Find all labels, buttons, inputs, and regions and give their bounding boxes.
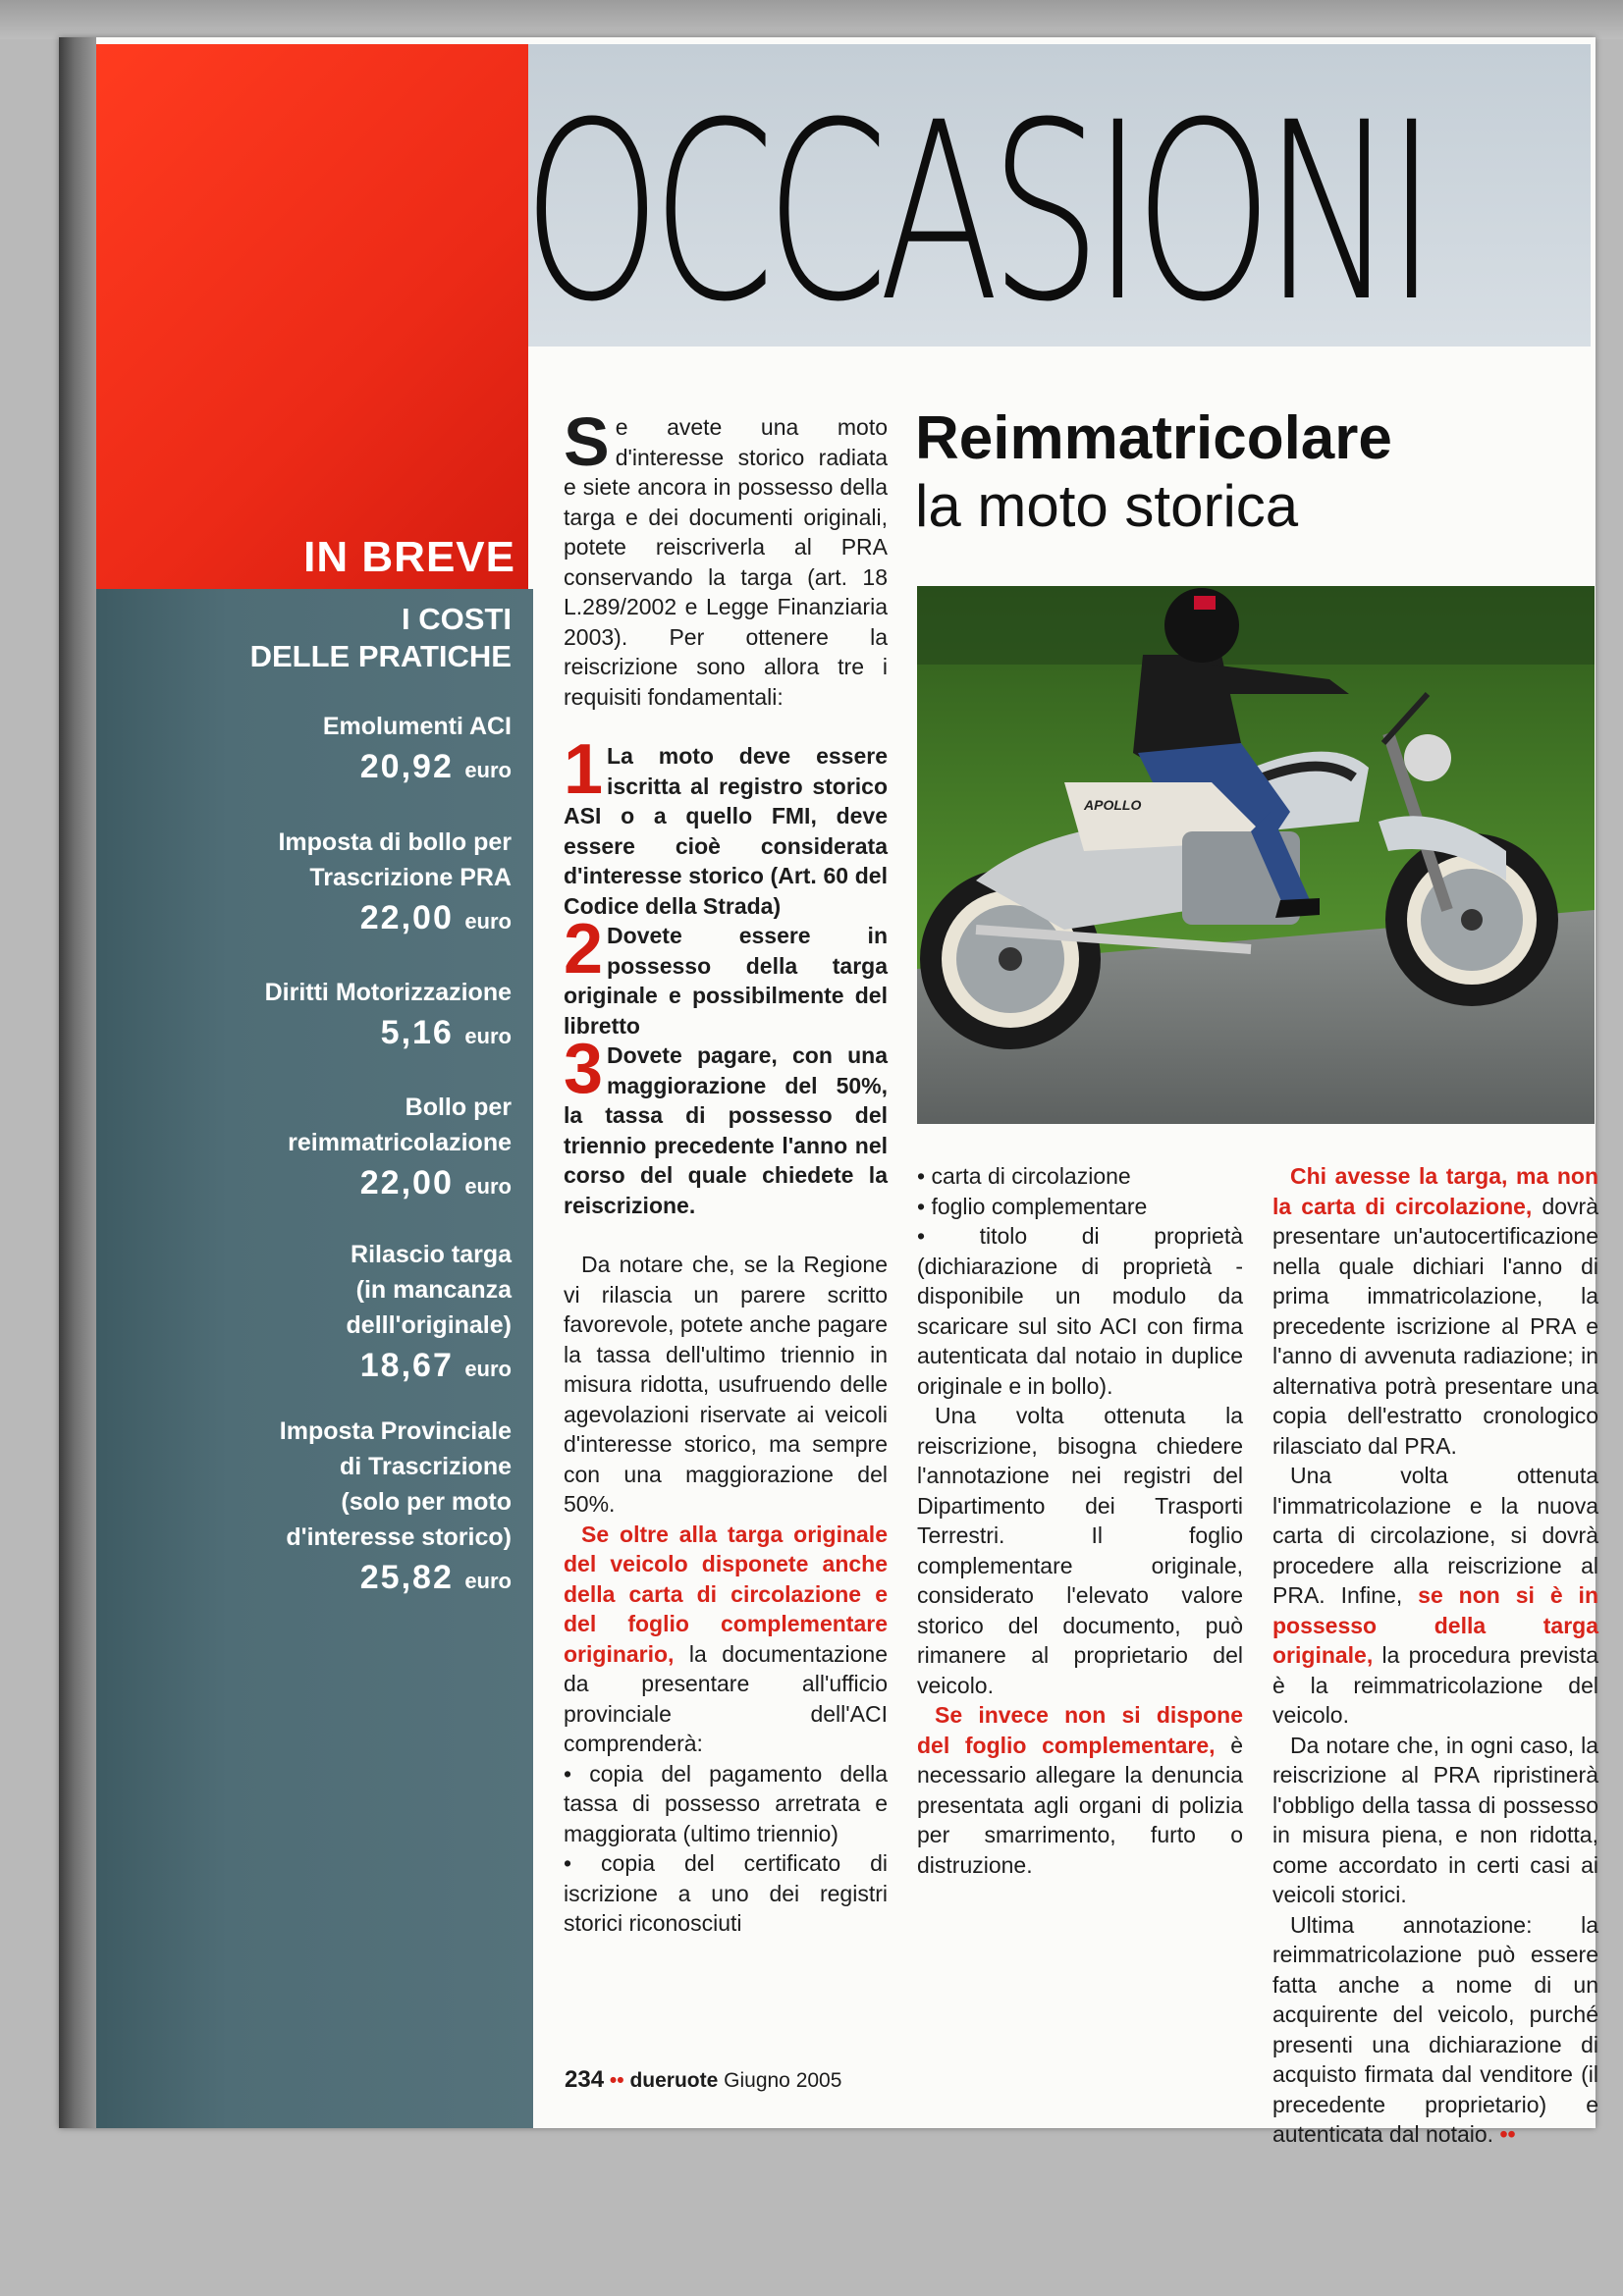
body-text: Una volta ottenuta l'immatricolazione e la nuova carta di circolazione, si dovrà procedere alla reiscrizione al PRA. Infine, (1272, 1463, 1598, 1608)
cost-value: 22,00 (359, 1164, 454, 1201)
article-title-block (915, 402, 1392, 538)
cost-label: Imposta di bollo per (278, 828, 512, 856)
cost-unit: euro (464, 758, 512, 782)
sidebar-heading-line1: I COSTI (402, 602, 512, 636)
cost-amount (278, 895, 512, 944)
body-text: la procedura prevista è la reimmatricolazione del veicolo. (1272, 1642, 1598, 1728)
highlight-text: Chi avesse la targa, ma non la carta di circolazione, (1272, 1163, 1598, 1219)
cost-unit: euro (464, 909, 512, 934)
cost-item (280, 1414, 512, 1604)
cost-unit: euro (464, 1569, 512, 1593)
paragraph-carta (1272, 1461, 1598, 1731)
page-number: 234 (565, 2066, 605, 2093)
highlight-text: Se invece non si dispone del foglio complementare, (917, 1702, 1243, 1758)
motorcycle-illustration (917, 586, 1595, 1124)
body-text: la documentazione da presentare all'ufficio provinciale dell'ACI comprenderà: (564, 1640, 888, 1756)
cost-item (278, 825, 512, 944)
requirement-3 (564, 1030, 888, 1220)
section-title: OCCASIONI (522, 70, 1429, 355)
motorcycle-photo (917, 586, 1595, 1124)
sidebar-heading (250, 601, 512, 675)
plate-text: APOLLO (1084, 797, 1142, 813)
cost-label: delll'originale) (346, 1311, 512, 1339)
cost-item (347, 1237, 512, 1392)
cost-item (323, 709, 512, 793)
cost-item (265, 975, 512, 1059)
cost-amount (347, 1343, 512, 1392)
bullet-item: • copia del pagamento della tassa di possesso arretrata e maggiorata (ultimo triennio) (564, 1760, 888, 1846)
article-column-2 (917, 1161, 1243, 1880)
article-column-3 (1272, 1161, 1598, 2150)
cost-label: (solo per moto (341, 1488, 512, 1516)
scan-background (0, 0, 1623, 39)
cost-label: Diritti Motorizzazione (264, 979, 512, 1006)
cost-label: di Trascrizione (339, 1453, 512, 1480)
cost-amount (288, 1160, 512, 1209)
requirement-text: La moto deve essere iscritta al registro storico ASI o a quello FMI, deve essere cioè considerata d'interesse storico (Art. 60 del Codice della Strada) (564, 743, 888, 919)
paragraph-regione: Da notare che, se la Regione vi rilascia un parere scritto favorevole, potete anche pagare la tassa dell'ultimo triennio in misura ridotta, usufruendo delle agevolazioni riservate ai veicoli d'interesse storico, ma sempre con una maggiorazione del 50%. (564, 1252, 888, 1517)
body-text: Ultima annotazione: la reimmatricolazione può essere fatta anche a nome di un acquirente del veicolo, purché presenti una dichiarazione di acquisto firmata dal venditore (il precedente proprietario) e autenticata dal notaio. (1272, 1911, 1598, 2147)
cost-label: d'interesse storico) (286, 1523, 512, 1551)
red-header-block (96, 44, 528, 589)
paragraph-ottenuta: Una volta ottenuta la reiscrizione, bisogna chiedere l'annotazione nei registri del Dipartimento dei Trasporti Terrestri. Il foglio complementare originale, considerato l'elevato valore storico del documento, può rimanere al proprietario del veicolo. (917, 1403, 1243, 1698)
requirement-text: Dovete pagare, con una maggiorazione del 50%, la tassa di possesso del triennio precedente l'anno nel corso del quale chiedete la reiscrizione. (564, 1042, 888, 1218)
highlight-text: Se oltre alla targa originale del veicolo disponete anche della carta di circolazione e del foglio complementare originario, (564, 1521, 888, 1667)
requirement-number: 3 (564, 1030, 604, 1108)
paragraph-documents (564, 1520, 888, 1759)
cost-amount (265, 1010, 512, 1059)
costs-sidebar (96, 589, 533, 2128)
end-mark: •• (1499, 2121, 1516, 2147)
cost-label: Trascrizione PRA (309, 864, 512, 891)
dropcap: S (564, 403, 610, 480)
cost-item (288, 1090, 512, 1209)
cost-amount (280, 1555, 512, 1604)
article-subtitle: la moto storica (915, 473, 1299, 539)
cost-label: Bollo per (405, 1094, 512, 1121)
article-title: Reimmatricolare (915, 404, 1392, 472)
requirement-text: Dovete essere in possesso della targa originale e possibilmente del libretto (564, 923, 888, 1039)
paragraph-invece (917, 1700, 1243, 1880)
cost-label: (in mancanza (355, 1276, 512, 1304)
in-breve-label: IN BREVE (303, 533, 515, 581)
cost-value: 20,92 (359, 748, 454, 785)
cost-amount (323, 744, 512, 793)
requirement-1 (564, 730, 888, 921)
bullet-item: • copia del certificato di iscrizione a uno dei registri storici riconosciuti (564, 1850, 888, 1936)
cost-label: Emolumenti ACI (322, 713, 512, 740)
paragraph-ultima (1272, 1910, 1598, 2150)
article-column-1 (564, 403, 888, 1939)
sidebar-heading-line2: DELLE PRATICHE (249, 639, 512, 673)
cost-label: reimmatricolazione (288, 1129, 512, 1156)
cost-value: 18,67 (359, 1347, 454, 1384)
paragraph-ogni-caso: Da notare che, in ogni caso, la reiscrizione al PRA ripristinerà l'obbligo della tassa di possesso in misura piena, e non ridotta, come accordato in certi casi ai veicoli storici. (1272, 1732, 1598, 1907)
requirement-2 (564, 910, 888, 1041)
bullet-item: • titolo di proprietà (dichiarazione di proprietà - disponibile un modulo da scaricare sul sito ACI con firma autenticata dal notaio in duplice originale e in bollo). (917, 1223, 1243, 1399)
cost-value: 25,82 (359, 1559, 454, 1596)
body-text: dovrà presentare un'autocertificazione nella quale dichiari l'anno di prima immatricolazione, la precedente iscrizione al PRA e l'anno di avvenuta radiazione; in alternativa potrà presentare una copia dell'estratto cronologico rilasciato dal PRA. (1272, 1193, 1598, 1459)
magazine-name: dueruote (629, 2069, 719, 2092)
cost-label: Imposta Provinciale (279, 1417, 512, 1445)
cost-unit: euro (464, 1357, 512, 1381)
bullet-item: • foglio complementare (917, 1193, 1148, 1219)
bullet-item: • carta di circolazione (917, 1163, 1131, 1189)
cost-value: 5,16 (380, 1014, 454, 1051)
paragraph-chi (1272, 1161, 1598, 1461)
intro-text: e avete una moto d'interesse storico radiata e siete ancora in possesso della targa e dei documenti originali, potete reiscriverla al PRA conservando la targa (art. 18 L.289/2002 e Legge Finanziaria 2003). Per ottenere la reiscrizione sono allora tre i requisiti fondamentali: (564, 414, 888, 710)
cost-label: Rilascio targa (351, 1241, 512, 1268)
cost-unit: euro (464, 1024, 512, 1048)
cost-unit: euro (464, 1174, 512, 1199)
intro-paragraph (564, 403, 888, 712)
cost-value: 22,00 (359, 899, 454, 936)
requirement-number: 1 (564, 730, 604, 809)
highlight-text: se non si è in possesso della targa originale, (1272, 1582, 1598, 1668)
body-text: è necessario allegare la denuncia presentata agli organi di polizia per smarrimento, furto o distruzione. (917, 1732, 1243, 1878)
footer-separator: •• (609, 2069, 624, 2092)
page-footer (565, 2066, 841, 2094)
issue-date: Giugno 2005 (724, 2069, 842, 2092)
requirement-number: 2 (564, 910, 604, 988)
page-spine-shadow (59, 37, 96, 2128)
